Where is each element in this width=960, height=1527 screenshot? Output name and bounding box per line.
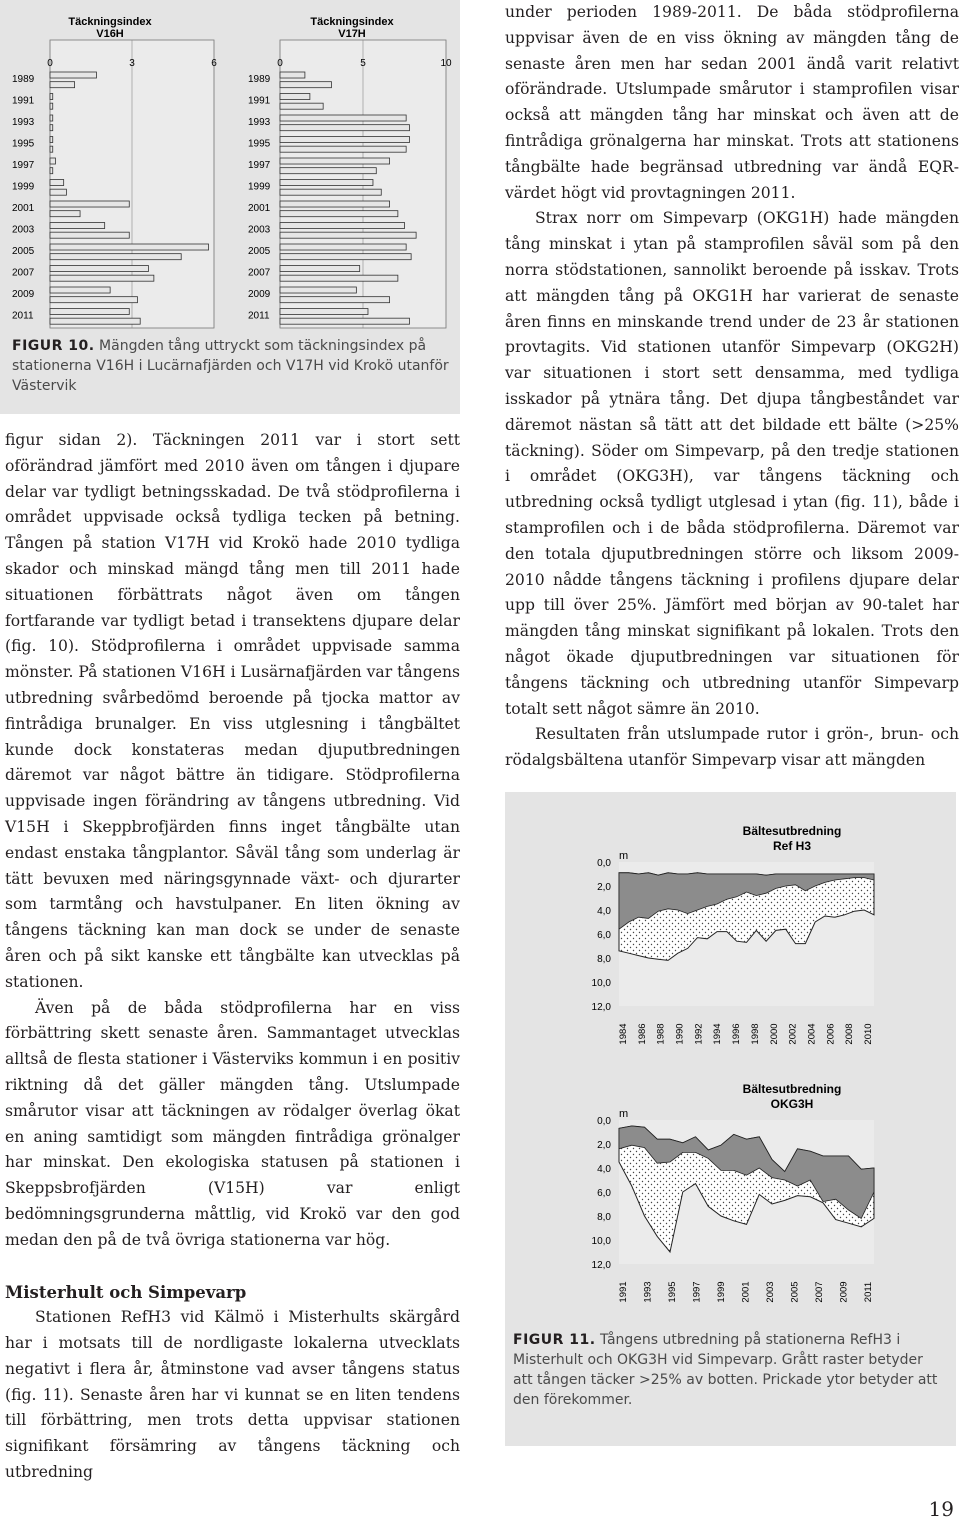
bar bbox=[280, 189, 381, 195]
body-paragraph: Resultaten från utslumpade rutor i grön-, brun- och rödalgsbältena utanför Simpevarp visar att mängden bbox=[505, 725, 959, 770]
bar bbox=[50, 115, 53, 121]
bar bbox=[280, 266, 360, 272]
category-label: 2007 bbox=[248, 267, 271, 279]
x-tick-label: 1998 bbox=[749, 1023, 761, 1045]
bar bbox=[280, 103, 323, 109]
x-tick-label: 1986 bbox=[636, 1023, 648, 1045]
y-tick-label: 2,0 bbox=[597, 882, 611, 893]
category-label: 2005 bbox=[248, 245, 271, 257]
x-tick-label: 2001 bbox=[740, 1281, 752, 1303]
bar bbox=[50, 232, 129, 238]
bar bbox=[50, 168, 53, 174]
y-tick-label: 2,0 bbox=[597, 1140, 611, 1151]
tick-label: 0 bbox=[277, 58, 283, 69]
chart-title: Bältesutbredning bbox=[742, 1082, 842, 1096]
bar bbox=[280, 146, 406, 152]
bar bbox=[50, 125, 53, 131]
body-paragraph: Strax norr om Simpevarp (OKG1H) hade mängden tång minskat i ytan på stamprofilen såväl som på den norra stödstationen, sannolikt beroende på isskav. Trots att mängden tång på OKG1H har varierat de senaste åren finns en minskande trend under de 23 år stationen provtagits. Vid stationen utanför Simpevarp (OKG2H) var situationen i stort sett densamma, med tydliga isskador på ytnära tång. Det djupa tångbeståndet var däremot nästan så tätt att det bildade ett bälte (>25% täckning). Söder om Simpevarp, på den tredje stationen i området (OKG3H), var tångens täckning och utbredning också tydligt utglesad i ytan (fig. 11), både i stamprofilen och i de båda stödprofilerna. Däremot var den totala djuputbredningen större och liksom 2009-2010 nådde tångens täckning i profilens djupare delar upp till över 25%. Jämfört med början av 90-talet har mängden tång minskat signifikant på lokalen. Trots den något ökade djuputbredningen var situationen för tångens täckning och utbredning utanför Simpevarp totalt sett något sämre än 2010. bbox=[505, 209, 959, 718]
x-tick-label: 2011 bbox=[863, 1281, 874, 1303]
bar bbox=[280, 158, 390, 164]
tick-label: 0 bbox=[47, 58, 53, 69]
body-paragraph: Även på de båda stödprofilerna har en viss förbättring skett senaste åren. Sammantaget utvecklas alltså de flesta stationer i Västerviks kommun i en positiv riktning då det gäller mängden tång. Utslumpade smårutor visar att täckningen av rödalger överlag ökat en aning samtidigt som mängden fintrådiga grönalger har minskat. Den ekologiska statusen på stationen i Skeppsbrofjärden (V15H) var enligt bedömningsgrunderna måttlig, vid Krokö var den god medan den på de två övriga stationerna var hög. bbox=[5, 998, 460, 1249]
bar bbox=[280, 275, 398, 281]
chart-ref-h3 bbox=[569, 820, 954, 1095]
y-tick-label: 0,0 bbox=[597, 858, 611, 869]
unit-label: m bbox=[619, 1108, 629, 1120]
x-tick-label: 1994 bbox=[712, 1023, 724, 1045]
bar bbox=[50, 189, 66, 195]
bar bbox=[280, 318, 409, 324]
bar bbox=[50, 297, 137, 303]
x-tick-label: 2008 bbox=[844, 1023, 856, 1045]
tick-label: 6 bbox=[211, 58, 217, 69]
chart-title: Ref H3 bbox=[772, 839, 812, 853]
bar bbox=[50, 275, 154, 281]
x-tick-label: 1990 bbox=[674, 1023, 686, 1045]
y-tick-label: 12,0 bbox=[591, 1260, 611, 1271]
category-label: 2011 bbox=[248, 310, 270, 322]
bar bbox=[50, 266, 148, 272]
figure-11 bbox=[505, 792, 956, 1446]
chart-v16h bbox=[0, 0, 240, 330]
bar bbox=[50, 72, 96, 78]
bar bbox=[280, 254, 411, 260]
chart-title: OKG3H bbox=[770, 1097, 814, 1111]
category-label: 1989 bbox=[12, 73, 35, 85]
bar bbox=[50, 244, 209, 250]
bar bbox=[50, 211, 80, 217]
category-label: 1999 bbox=[248, 181, 271, 193]
bar bbox=[50, 318, 140, 324]
chart-title: Täckningsindex bbox=[310, 16, 394, 28]
bar bbox=[280, 72, 305, 78]
bar bbox=[280, 297, 390, 303]
bar bbox=[280, 168, 376, 174]
bar bbox=[50, 254, 181, 260]
category-label: 1993 bbox=[248, 116, 271, 128]
bar bbox=[280, 180, 373, 186]
right-column bbox=[505, 0, 959, 774]
bar bbox=[50, 82, 75, 88]
y-tick-label: 0,0 bbox=[597, 1116, 611, 1127]
chart-title: V17H bbox=[338, 28, 366, 40]
x-tick-label: 2002 bbox=[787, 1023, 799, 1045]
category-label: 1991 bbox=[248, 95, 271, 107]
x-tick-label: 1995 bbox=[667, 1281, 678, 1303]
x-tick-label: 1984 bbox=[618, 1023, 629, 1045]
body-paragraph: Stationen RefH3 vid Kälmö i Misterhults skärgård har i motsats till de nordligaste lokalerna utvecklats negativt i flera år, åtminstone vad avser tångens status (fig. 11). Senaste åren har vi kunnat se en liten tendens till förbättring, men trots detta uppvisar stationen signifikant försämring av tångens täckning och utbredning bbox=[5, 1308, 460, 1482]
category-label: 1999 bbox=[12, 181, 35, 193]
bar bbox=[50, 287, 110, 293]
category-label: 2005 bbox=[12, 245, 35, 257]
body-paragraph: under perioden 1989-2011. De båda stödprofilerna uppvisar även de en viss ökning av mängden tång de senaste åren men har sedan 2001 ändå varit relativt oförändrade. Utslumpade smårutor i stamprofilen visar också att mängden tång har minskat och även att de fintrådiga grönalgerna har minskat. Trots att stationens tångbälte hade begränsad utbredning var ändå EQR- värdet högt vid provtagningen 2011. bbox=[505, 3, 959, 202]
unit-label: m bbox=[619, 850, 629, 862]
body-paragraph: figur sidan 2). Täckningen 2011 var i stort sett oförändrad jämfört med 2010 även om tången i djupare delar var tydligt betningsskadad. De två stödprofilerna i området uppvisade också tydliga tecken på betning. Tången på station V17H vid Krokö hade 2010 tydliga skador och minskad mängd tång men till 2011 hade situationen förbättrats något även om tången fortfarande var tydligt betad i transektens djupare delar (fig. 10). Stödprofilerna i området uppvisade samma mönster. På stationen V16H i Lusärnafjärden var tångens utbredning svårbedömd beroende på tjocka mattor av fintrådiga brunalger. En viss utglesning i tångbältet kunde dock konstateras medan djuputbredningen däremot var något bättre än tidigare. Stödprofilerna uppvisade ingen förändring av tångens utbredning. Vid V15H i Skeppbrofjärden finns inget tångbälte utan endast enstaka tångplantor. Såväl tång som underlag är tätt bevuxen med näringsgynnade växt- och djurarter som tarmtång och havstulpaner. En liten ökning av tångens täckning kan man dock se under de senaste åren och på sikt kanske ett tångbälte kan utvecklas på stationen. bbox=[5, 431, 460, 991]
x-tick-label: 1996 bbox=[731, 1023, 743, 1045]
figure-11-caption: FIGUR 11. Tångens utbredning på stationerna RefH3 i Misterhult och OKG3H vid Simpevarp. Grått raster betyder att tången täcker >25% av botten. Prickade ytor betyder att den förekommer. bbox=[513, 1332, 938, 1408]
bar bbox=[50, 137, 53, 143]
x-tick-label: 2006 bbox=[825, 1023, 837, 1045]
category-label: 2007 bbox=[12, 267, 35, 279]
bar bbox=[280, 201, 390, 207]
y-tick-label: 4,0 bbox=[597, 906, 611, 917]
x-tick-label: 1988 bbox=[655, 1023, 667, 1045]
x-tick-label: 2003 bbox=[765, 1281, 776, 1303]
category-label: 1995 bbox=[12, 138, 35, 150]
category-label: 2001 bbox=[12, 202, 35, 214]
left-column bbox=[5, 428, 460, 1486]
x-tick-label: 2010 bbox=[863, 1023, 874, 1045]
bar bbox=[280, 232, 416, 238]
y-tick-label: 10,0 bbox=[591, 1236, 611, 1247]
tick-label: 10 bbox=[440, 58, 452, 69]
page-number: 19 bbox=[928, 1497, 954, 1521]
category-label: 1997 bbox=[12, 159, 35, 171]
bar bbox=[50, 146, 53, 152]
y-tick-label: 8,0 bbox=[597, 1212, 611, 1223]
category-label: 1995 bbox=[248, 138, 271, 150]
category-label: 1989 bbox=[248, 73, 271, 85]
bar bbox=[280, 309, 368, 315]
x-tick-label: 2004 bbox=[806, 1023, 818, 1045]
category-label: 2001 bbox=[248, 202, 271, 214]
chart-title: Bältesutbredning bbox=[742, 824, 842, 838]
bar bbox=[280, 287, 356, 293]
bar bbox=[280, 82, 331, 88]
x-tick-label: 2000 bbox=[768, 1023, 780, 1045]
x-tick-label: 1992 bbox=[693, 1023, 705, 1045]
bar bbox=[50, 201, 129, 207]
bar bbox=[280, 137, 409, 143]
y-tick-label: 4,0 bbox=[597, 1164, 611, 1175]
y-tick-label: 10,0 bbox=[591, 978, 611, 989]
bar bbox=[280, 94, 310, 100]
category-label: 1991 bbox=[12, 95, 35, 107]
bar bbox=[280, 115, 406, 121]
category-label: 2003 bbox=[12, 224, 35, 236]
y-tick-label: 8,0 bbox=[597, 954, 611, 965]
tick-label: 3 bbox=[129, 58, 135, 69]
x-tick-label: 1993 bbox=[642, 1281, 654, 1303]
category-label: 1997 bbox=[248, 159, 271, 171]
bar bbox=[50, 180, 64, 186]
chart-title: Täckningsindex bbox=[68, 16, 152, 28]
y-tick-label: 6,0 bbox=[597, 930, 611, 941]
category-label: 2011 bbox=[12, 310, 34, 322]
x-tick-label: 2009 bbox=[838, 1281, 850, 1303]
bar bbox=[280, 125, 409, 131]
chart-title: V16H bbox=[96, 28, 124, 40]
x-tick-label: 2007 bbox=[814, 1281, 825, 1303]
bar bbox=[50, 223, 105, 229]
category-label: 1993 bbox=[12, 116, 35, 128]
bar bbox=[50, 309, 129, 315]
bar bbox=[50, 103, 53, 109]
x-tick-label: 2005 bbox=[789, 1281, 801, 1303]
x-tick-label: 1991 bbox=[618, 1281, 629, 1303]
bar bbox=[280, 223, 405, 229]
bar bbox=[280, 211, 398, 217]
category-label: 2009 bbox=[12, 288, 35, 300]
section-heading: Misterhult och Simpevarp bbox=[5, 1282, 247, 1302]
tick-label: 5 bbox=[360, 58, 366, 69]
y-tick-label: 6,0 bbox=[597, 1188, 611, 1199]
category-label: 2003 bbox=[248, 224, 271, 236]
chart-v17h bbox=[242, 0, 456, 330]
x-tick-label: 1997 bbox=[691, 1281, 703, 1303]
bar bbox=[50, 158, 55, 164]
bar bbox=[50, 94, 53, 100]
category-label: 2009 bbox=[248, 288, 271, 300]
chart-okg3h bbox=[569, 1078, 954, 1353]
figure-10-caption: FIGUR 10. Mängden tång uttryckt som täckningsindex på stationerna V16H i Lucärnafjärden och V17H vid Krokö utanför Västervik bbox=[12, 338, 449, 394]
x-tick-label: 1999 bbox=[716, 1281, 727, 1303]
figure-10 bbox=[0, 0, 460, 414]
y-tick-label: 12,0 bbox=[591, 1002, 611, 1013]
bar bbox=[280, 244, 406, 250]
